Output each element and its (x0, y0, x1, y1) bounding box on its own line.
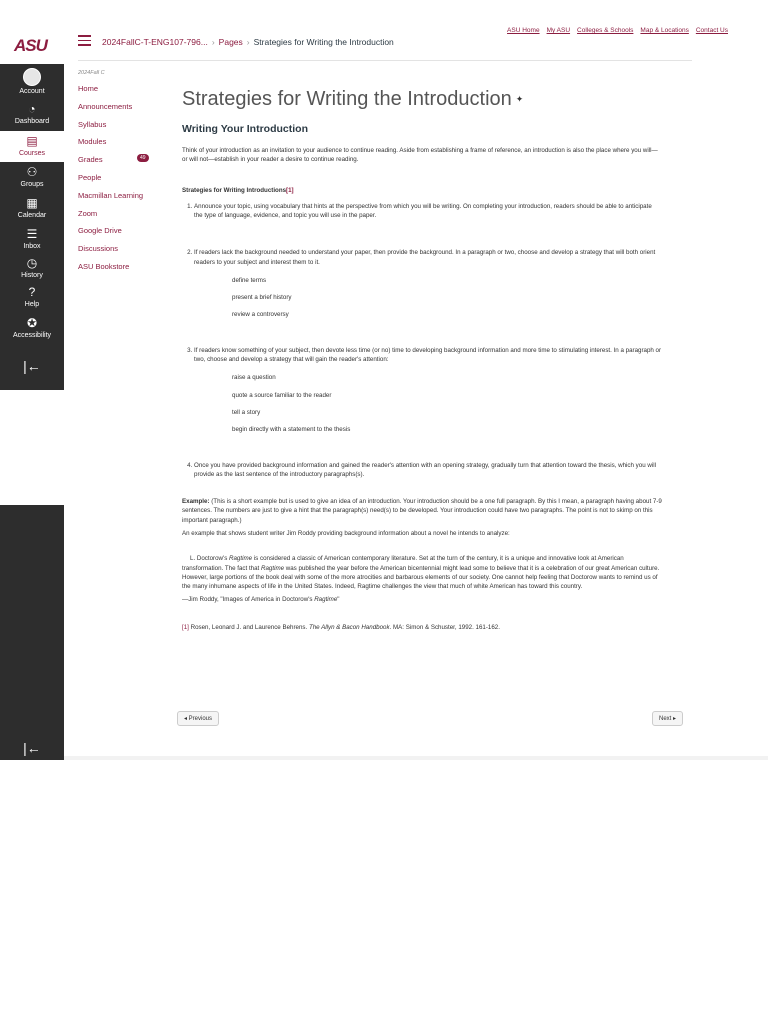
clock-icon: ◷ (26, 256, 38, 270)
global-nav-label: Groups (20, 181, 44, 188)
top-links (500, 27, 728, 34)
course-nav-syllabus[interactable]: Syllabus (78, 119, 107, 129)
course-nav-discussions[interactable]: Discussions (78, 244, 119, 254)
global-nav (0, 0, 64, 760)
list-item (194, 461, 662, 480)
quote-book-title: Ragtime (229, 555, 253, 563)
quote-text: L. Doctorow's (190, 555, 230, 563)
next-button[interactable]: Next ▸ (652, 711, 683, 726)
strategies-list-2 (182, 248, 662, 319)
dashboard-icon: ◔ (28, 102, 36, 116)
global-nav-label: Calendar (17, 212, 47, 219)
global-nav-label: Inbox (23, 243, 41, 250)
footer-bar (64, 756, 768, 760)
sub-item: raise a question (232, 374, 276, 382)
my-asu-link[interactable]: My ASU (546, 27, 571, 34)
term-label: 2024Fall C (78, 70, 105, 76)
quote-text: is considered a classic of American contemporary literature. Set at the turn of the century, it is a unique and innovative look at American transformation. The fact that (182, 555, 624, 572)
section-heading: Writing Your Introduction (182, 123, 308, 135)
collapse-nav-button[interactable]: |← (23, 358, 41, 374)
strategies-list (182, 202, 662, 221)
global-nav-courses[interactable] (0, 131, 64, 162)
list-item (194, 346, 662, 435)
logo-area (0, 0, 64, 64)
example-paragraph (182, 497, 662, 525)
page-title: Strategies for Writing the Introduction (182, 88, 512, 110)
global-nav-history[interactable] (0, 256, 64, 279)
global-nav-calendar[interactable] (0, 196, 64, 219)
breadcrumb-pages[interactable]: Pages (218, 37, 243, 47)
example-intro: An example that shows student writer Jim Roddy providing background information about a novel he intends to analyze: (182, 529, 510, 537)
accessibility-icon: ✪ (26, 316, 38, 330)
page-title-row (182, 84, 662, 114)
global-nav-label: Account (19, 88, 45, 95)
header-divider (78, 60, 692, 61)
sub-item: begin directly with a statement to the thesis (232, 426, 351, 434)
breadcrumb-separator: › (211, 37, 215, 47)
header (64, 0, 768, 60)
footnote-anchor[interactable]: [1] (182, 623, 189, 631)
list-item-text: Once you have provided background information and gained the reader's attention with an opening strategy, gradually turn that attention toward the thesis, which you will provide as the last sentence of the introductory paragraphs(s). (194, 461, 656, 478)
contact-us-link[interactable]: Contact Us (695, 27, 728, 34)
global-nav-groups[interactable] (0, 165, 64, 188)
course-nav-grades[interactable] (78, 155, 174, 173)
hamburger-menu-icon[interactable] (78, 35, 91, 45)
asu-logo[interactable]: ASU (14, 36, 47, 55)
list-item-text: Announce your topic, using vocabulary that hints at the perspective from which you will be writing. On completing your introduction, readers should be able to anticipate the type of language, evidence, and topic you will use in the paper. (194, 202, 652, 219)
page-content (182, 80, 662, 632)
global-nav-label: Courses (18, 150, 46, 157)
calendar-icon: ▦ (26, 196, 38, 210)
module-sequence-footer (177, 711, 683, 731)
sub-item: present a brief history (232, 294, 292, 302)
footnote-text: . MA: Simon & Schuster, 1992. 161-162. (389, 623, 500, 631)
breadcrumb-current: Strategies for Writing the Introduction (253, 37, 394, 47)
global-nav-accessibility[interactable] (0, 316, 64, 339)
global-nav-help[interactable] (0, 285, 64, 308)
map-locations-link[interactable]: Map & Locations (640, 27, 689, 34)
global-nav-inbox[interactable] (0, 227, 64, 250)
course-nav-bookstore[interactable]: ASU Bookstore (78, 261, 130, 271)
global-nav-label: Dashboard (14, 118, 50, 125)
course-nav-zoom[interactable]: Zoom (78, 208, 98, 218)
list-item (194, 248, 662, 319)
course-nav-modules[interactable]: Modules (78, 137, 107, 147)
strategies-heading (182, 186, 662, 195)
intro-paragraph: Think of your introduction as an invitation to your audience to continue reading. Aside from establishing a frame of reference, an introduction is also the place where you will—or will not—establish in your reader a desire to continue reading. (182, 146, 658, 164)
sub-item: review a controversy (232, 311, 289, 319)
global-nav-label: Accessibility (12, 332, 52, 339)
list-item-text: If readers lack the background needed to understand your paper, then provide the background. In a paragraph or two, choose and develop a strategy that will both orient readers to your subject and interest them to it. (194, 249, 656, 266)
attribution-text: —Jim Roddy, "Images of America in Doctorow's (182, 596, 315, 604)
strategies-list-3 (182, 346, 662, 435)
course-nav-home[interactable]: Home (78, 84, 99, 93)
strategies-heading-text: Strategies for Writing Introductions (182, 187, 287, 195)
immersive-reader-icon[interactable]: ✦ (515, 93, 524, 104)
groups-icon: ⚇ (26, 165, 38, 179)
course-nav-people[interactable]: People (78, 172, 102, 182)
course-nav (78, 70, 174, 280)
colleges-schools-link[interactable]: Colleges & Schools (577, 27, 634, 34)
global-nav-label: Help (24, 301, 40, 308)
breadcrumb (102, 37, 394, 47)
breadcrumb-separator: › (246, 37, 250, 47)
global-nav-label: History (21, 272, 43, 279)
global-nav-account[interactable] (0, 68, 64, 95)
inbox-icon: ☰ (26, 227, 38, 241)
course-nav-google-drive[interactable]: Google Drive (78, 226, 122, 236)
example-text: (This is a short example but is used to give an idea of an introduction. Your introduction should be a one full paragraph. By this I mean, a paragraph having about 7-9 sentences. The numbers are just to give a hint that the paragraph(s) need(s) to be developed. Your introduction could have two paragraphs. The point is not to skimp on this important paragraph.) (182, 498, 662, 524)
quote-attribution (182, 595, 662, 604)
global-nav-bg-lower (0, 505, 64, 760)
course-nav-announcements[interactable]: Announcements (78, 101, 133, 111)
attribution-title: Ragtime (314, 596, 338, 604)
list-item-text: If readers know something of your subject, then devote less time (or no) time to developing background information and more time to stimulating interest. In a paragraph or two, choose and develop a strategy that will gain the reader's attention: (194, 346, 662, 364)
sub-item: define terms (232, 276, 267, 284)
list-item (194, 202, 662, 221)
footnote-book-title: The Allyn & Bacon Handbook (308, 623, 390, 631)
sub-item: quote a source familiar to the reader (232, 391, 332, 399)
course-nav-macmillan[interactable]: Macmillan Learning (78, 190, 144, 200)
sub-list (232, 276, 662, 320)
attribution-text: " (337, 596, 340, 604)
sub-list (232, 373, 662, 434)
example-quote (182, 554, 662, 591)
strategies-list-4 (182, 461, 662, 480)
help-icon: ? (28, 285, 36, 299)
quote-text: was published the year before the American bicentennial might lead some to believe that it is a celebration of our great American culture. However, large portions of the book deal with some of the more atrocities and barbarous elements of our society. One cannot help feeling that Doctorow wants to remind us of the many inhumane aspects of life in the United States. Indeed, Ragtime challenges the view that much of white American has toward this country. (182, 564, 660, 591)
course-nav-grades-label: Grades (78, 155, 103, 165)
grades-count-badge: 49 (137, 154, 149, 162)
sub-item: tell a story (232, 408, 261, 416)
example-label: Example: (182, 498, 210, 506)
global-nav-dashboard[interactable] (0, 102, 64, 125)
footnote (182, 623, 662, 632)
quote-book-title: Ragtime (261, 564, 285, 572)
collapse-nav-button-bottom[interactable]: |← (23, 740, 41, 756)
asu-home-link[interactable]: ASU Home (507, 27, 540, 34)
avatar (23, 68, 41, 86)
previous-button[interactable]: ◂ Previous (177, 711, 219, 726)
breadcrumb-course[interactable]: 2024FallC-T-ENG107-796... (102, 37, 208, 47)
book-icon: ▤ (26, 134, 38, 148)
footnote-text: Rosen, Leonard J. and Laurence Behrens. (188, 623, 309, 631)
footnote-link[interactable]: [1] (286, 187, 294, 195)
